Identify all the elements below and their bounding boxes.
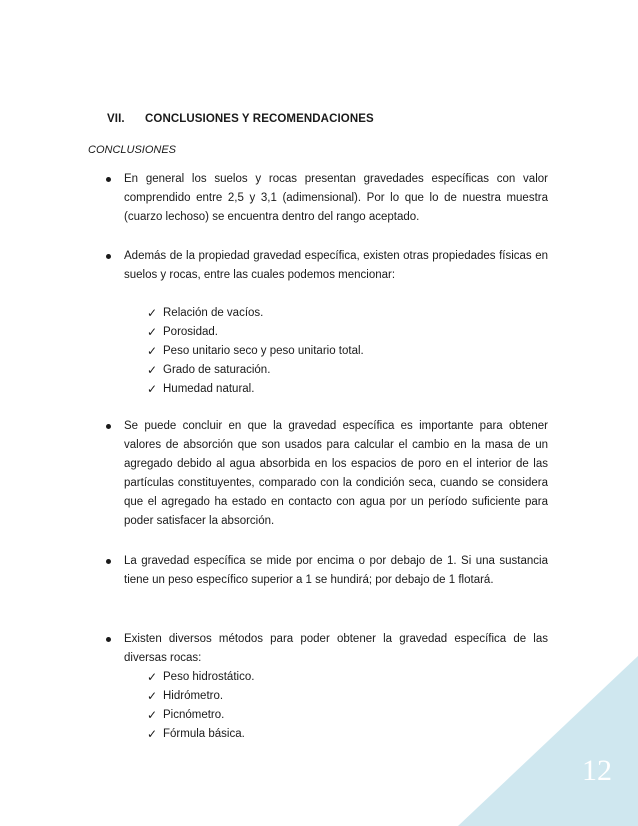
- bullet-dot-icon: [106, 424, 111, 429]
- bullet-text: La gravedad específica se mide por encima o por debajo de 1. Si una sustancia tiene un peso específico superior a 1 se hundirá; por debajo de 1 flotará.: [124, 555, 548, 586]
- bullet-text: Además de la propiedad gravedad específica, existen otras propiedades físicas en suelos y rocas, entre las cuales podemos mencionar:: [124, 250, 548, 281]
- bullet-text: En general los suelos y rocas presentan gravedades específicas con valor comprendido entre 2,5 y 3,1 (adimensional). Por lo que lo de nuestra muestra (cuarzo lechoso) se encuentra dentro del rango aceptado.: [124, 173, 548, 223]
- properties-checklist: [147, 304, 364, 399]
- subheading-conclusiones: CONCLUSIONES: [88, 144, 177, 156]
- methods-checklist: [147, 668, 254, 744]
- list-item: ✓ Hidrómetro.: [147, 687, 254, 706]
- list-item: ✓ Fórmula básica.: [147, 725, 254, 744]
- checkmark-icon: ✓: [147, 363, 158, 377]
- page-number: 12: [582, 754, 612, 787]
- section-number: VII.: [107, 113, 125, 125]
- bullet-text: Existen diversos métodos para poder obtener la gravedad específica de las diversas rocas:: [124, 633, 548, 664]
- checkmark-icon: ✓: [147, 708, 158, 722]
- checkmark-icon: ✓: [147, 306, 158, 320]
- list-item: ✓ Grado de saturación.: [147, 361, 364, 380]
- bullet-dot-icon: [106, 637, 111, 642]
- page-corner-decoration: [458, 656, 638, 826]
- checkmark-icon: ✓: [147, 689, 158, 703]
- bullet-dot-icon: [106, 559, 111, 564]
- section-title: CONCLUSIONES Y RECOMENDACIONES: [145, 113, 374, 125]
- list-item: ✓ Peso unitario seco y peso unitario total.: [147, 342, 364, 361]
- list-item: ✓ Peso hidrostático.: [147, 668, 254, 687]
- bullet-dot-icon: [106, 254, 111, 259]
- bullet-dot-icon: [106, 177, 111, 182]
- checkmark-icon: ✓: [147, 325, 158, 339]
- bullet-item: [106, 552, 548, 590]
- bullet-item: [106, 417, 548, 531]
- section-heading: [107, 113, 374, 125]
- list-item: ✓ Humedad natural.: [147, 380, 364, 399]
- corner-triangle: [458, 656, 638, 826]
- checkmark-icon: ✓: [147, 670, 158, 684]
- checkmark-icon: ✓: [147, 344, 158, 358]
- list-item: ✓ Relación de vacíos.: [147, 304, 364, 323]
- checkmark-icon: ✓: [147, 382, 158, 396]
- bullet-item: [106, 170, 548, 227]
- list-item: ✓ Picnómetro.: [147, 706, 254, 725]
- list-item: ✓ Porosidad.: [147, 323, 364, 342]
- bullet-text: Se puede concluir en que la gravedad específica es importante para obtener valores de absorción que son usados para calcular el cambio en la masa de un agregado debido al agua absorbida en los espacios de poro en el interior de las partículas constituyentes, comparado con la condición seca, cuando se considera que el agregado ha estado en contacto con agua por un período suficiente para poder satisfacer la absorción.: [124, 420, 548, 527]
- bullet-item: [106, 247, 548, 285]
- checkmark-icon: ✓: [147, 727, 158, 741]
